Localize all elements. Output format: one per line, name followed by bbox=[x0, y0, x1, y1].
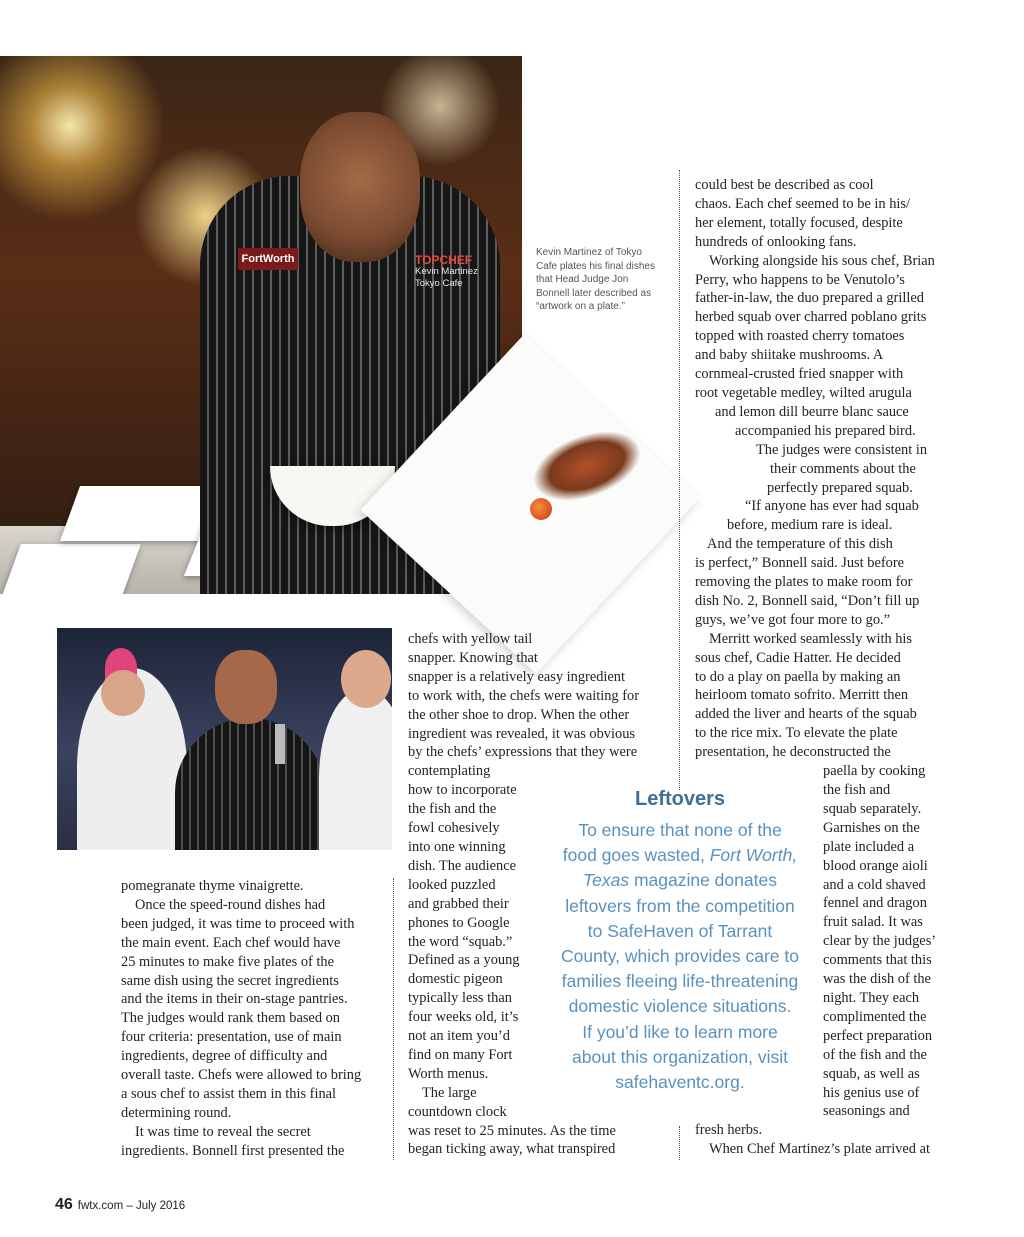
plate bbox=[0, 544, 141, 594]
text-line: Worth menus. bbox=[408, 1065, 489, 1082]
microphone bbox=[275, 724, 285, 764]
shirt-logo: FortWorth bbox=[238, 248, 298, 270]
text-line: overall taste. Chefs were allowed to bring bbox=[121, 1067, 362, 1084]
text-line: Merritt worked seamlessly with his bbox=[709, 630, 913, 647]
article-column-1 bbox=[121, 877, 386, 1161]
text-line: domestic pigeon bbox=[408, 971, 503, 988]
shirt-brand: TOPCHEF bbox=[415, 253, 473, 267]
text-line: not an item you’d bbox=[408, 1028, 510, 1045]
text-line: Defined as a young bbox=[408, 952, 520, 969]
text-line: and lemon dill beurre blanc sauce bbox=[715, 403, 909, 420]
text-line: could best be described as cool bbox=[695, 177, 874, 193]
text-line: ingredient was revealed, it was obvious bbox=[408, 725, 635, 742]
text-line: paella by cooking bbox=[823, 763, 926, 780]
shirt-name: Kevin Martinez bbox=[415, 266, 478, 277]
sidebar-link[interactable]: safehaventc.org. bbox=[615, 1072, 745, 1093]
text-line: cornmeal-crusted fried snapper with bbox=[695, 366, 904, 383]
sidebar-line: families fleeing life-threatening bbox=[561, 971, 799, 992]
text-line: the fish and the bbox=[408, 801, 497, 818]
text-line: accompanied his prepared bird. bbox=[735, 422, 916, 439]
text-line: root vegetable medley, wilted arugula bbox=[695, 384, 912, 401]
column-rule bbox=[679, 1126, 680, 1160]
text-line: topped with roasted cherry tomatoes bbox=[695, 328, 905, 345]
text-line: looked puzzled bbox=[408, 876, 496, 893]
text-line: squab separately. bbox=[823, 800, 922, 817]
sidebar-line: domestic violence situations. bbox=[568, 996, 792, 1017]
text-line: four criteria: presentation, use of main bbox=[121, 1029, 342, 1046]
text-line: The large bbox=[422, 1084, 477, 1101]
text-line: was reset to 25 minutes. As the time bbox=[408, 1122, 616, 1139]
text-line: and the items in their on-stage pantries. bbox=[121, 991, 348, 1008]
text-line: before, medium rare is ideal. bbox=[727, 517, 893, 534]
text-line: blood orange aioli bbox=[823, 857, 928, 874]
text-line: plate included a bbox=[823, 838, 915, 855]
text-line: removing the plates to make room for bbox=[695, 574, 913, 591]
text-line: Working alongside his sous chef, Brian bbox=[709, 252, 935, 269]
text-line: and baby shiitake mushrooms. A bbox=[695, 347, 884, 364]
text-line: the main event. Each chef would have bbox=[121, 934, 341, 951]
text-line: fennel and dragon bbox=[823, 895, 927, 912]
text-line: The judges would rank them based on bbox=[121, 1010, 341, 1027]
magazine-name: Texas bbox=[583, 870, 630, 891]
text-line: It was time to reveal the secret bbox=[135, 1123, 311, 1140]
text-line: heirloom tomato sofrito. Merritt then bbox=[695, 687, 909, 704]
sidebar-title: Leftovers bbox=[634, 788, 726, 810]
text-line: is perfect,” Bonnell said. Just before bbox=[695, 555, 905, 572]
page-footer bbox=[55, 1196, 185, 1214]
face-right bbox=[341, 650, 391, 708]
magazine-name: Fort Worth, bbox=[709, 845, 798, 866]
sidebar-text: food goes wasted, bbox=[562, 845, 710, 866]
text-line: And the temperature of this dish bbox=[707, 536, 893, 553]
text-line: herbed squab over charred poblano grits bbox=[695, 309, 927, 326]
text-line: Perry, who happens to be Venutolo’s bbox=[695, 271, 905, 288]
text-line: ingredients. Bonnell first presented the bbox=[121, 1142, 345, 1159]
text-line: comments that this bbox=[823, 952, 932, 969]
sidebar-line: County, which provides care to bbox=[561, 946, 799, 967]
text-line: ingredients, degree of difficulty and bbox=[121, 1048, 328, 1065]
text-line: her element, totally focused, despite bbox=[695, 214, 903, 231]
text-line: clear by the judges’ bbox=[823, 933, 937, 950]
text-line: to work with, the chefs were waiting for bbox=[408, 687, 639, 704]
text-line: complimented the bbox=[823, 1008, 927, 1025]
text-line: was the dish of the bbox=[823, 971, 931, 988]
text-line: snapper. Knowing that bbox=[408, 649, 538, 666]
sidebar-line: leftovers from the competition bbox=[565, 895, 795, 916]
face-center bbox=[215, 650, 277, 724]
text-line: determining round. bbox=[121, 1104, 232, 1121]
sidebar-line: to SafeHaven of Tarrant bbox=[587, 920, 773, 941]
text-line: began ticking away, what transpired bbox=[408, 1141, 616, 1158]
text-line: fruit salad. It was bbox=[823, 914, 923, 931]
photo-caption: Kevin Martinez of Tokyo Cafe plates his final dishes that Head Judge Jon Bonnell later described as “artwork on a plate.” bbox=[536, 247, 655, 312]
text-line: The judges were consistent in bbox=[756, 441, 928, 458]
text-line: by the chefs’ expressions that they were bbox=[408, 744, 638, 761]
text-line: typically less than bbox=[408, 990, 512, 1007]
chef-head bbox=[300, 112, 420, 262]
text-line: Garnishes on the bbox=[823, 819, 920, 836]
column-rule bbox=[393, 878, 394, 1160]
text-line: added the liver and hearts of the squab bbox=[695, 706, 917, 723]
text-line: the fish and bbox=[823, 782, 891, 798]
text-line: the other shoe to drop. When the other bbox=[408, 706, 630, 723]
sidebar-line: To ensure that none of the bbox=[578, 820, 782, 840]
text-line: snapper is a relatively easy ingredient bbox=[408, 668, 625, 685]
text-line: a sous chef to assist them in this final bbox=[121, 1085, 337, 1102]
shirt-embroidery bbox=[415, 254, 495, 290]
chef-apron-center bbox=[175, 718, 325, 850]
text-line: to the rice mix. To elevate the plate bbox=[695, 725, 898, 742]
text-line: find on many Fort bbox=[408, 1046, 513, 1063]
text-line: to do a play on paella by making an bbox=[695, 668, 901, 685]
text-line: fresh herbs. bbox=[695, 1122, 763, 1139]
text-line: his genius use of bbox=[823, 1084, 920, 1101]
sidebar-body bbox=[552, 818, 808, 1095]
site-date: fwtx.com – July 2016 bbox=[77, 1200, 186, 1212]
text-line: pomegranate thyme vinaigrette. bbox=[121, 878, 304, 894]
sidebar-line bbox=[552, 843, 808, 868]
text-line: dish No. 2, Bonnell said, “Don’t fill up bbox=[695, 592, 920, 609]
text-line: and a cold shaved bbox=[823, 876, 926, 893]
sidebar-line: about this organization, visit bbox=[572, 1046, 788, 1067]
text-line: phones to Google bbox=[408, 914, 510, 931]
sidebar-line: If you’d like to learn more bbox=[582, 1021, 778, 1042]
text-line: same dish using the secret ingredients bbox=[121, 972, 339, 989]
text-line: into one winning bbox=[408, 838, 506, 855]
text-line: 25 minutes to make five plates of the bbox=[121, 953, 335, 970]
chef-whites-right bbox=[319, 688, 392, 850]
text-line: squab, as well as bbox=[823, 1065, 920, 1082]
text-line: When Chef Martinez’s plate arrived at bbox=[709, 1141, 930, 1158]
text-line: dish. The audience bbox=[408, 857, 517, 874]
text-line: perfect preparation bbox=[823, 1027, 933, 1044]
text-line: how to incorporate bbox=[408, 782, 517, 799]
text-line: chefs with yellow tail bbox=[408, 631, 533, 647]
cherry-tomato bbox=[530, 498, 552, 520]
text-line: sous chef, Cadie Hatter. He decided bbox=[695, 649, 901, 666]
text-line: four weeks old, it’s bbox=[408, 1009, 519, 1026]
column-rule bbox=[679, 170, 680, 790]
text-line: been judged, it was time to proceed with bbox=[121, 915, 355, 932]
text-line: seasonings and bbox=[823, 1103, 910, 1120]
text-line: the word “squab.” bbox=[408, 933, 513, 950]
page-number: 46 bbox=[55, 1196, 73, 1213]
text-line: Once the speed-round dishes had bbox=[135, 896, 326, 913]
text-line: perfectly prepared squab. bbox=[767, 479, 913, 496]
text-line: presentation, he deconstructed the bbox=[695, 744, 891, 761]
text-line: and grabbed their bbox=[408, 895, 509, 912]
text-line: “If anyone has ever had squab bbox=[745, 498, 919, 515]
chefs-stage-photo bbox=[57, 628, 392, 850]
text-line: father-in-law, the duo prepared a grilled bbox=[695, 290, 924, 307]
face-left bbox=[101, 670, 145, 716]
text-line: hundreds of onlooking fans. bbox=[695, 233, 857, 250]
text-line: their comments about the bbox=[770, 460, 916, 477]
text-line: fowl cohesively bbox=[408, 820, 500, 837]
text-line: night. They each bbox=[823, 989, 920, 1006]
sidebar-line bbox=[552, 868, 808, 893]
text-line: contemplating bbox=[408, 763, 491, 780]
text-line: countdown clock bbox=[408, 1103, 507, 1120]
text-line: of the fish and the bbox=[823, 1046, 927, 1063]
text-line: guys, we’ve got four more to go.” bbox=[695, 611, 891, 628]
sidebar-text: magazine donates bbox=[629, 870, 777, 891]
shirt-restaurant: Tokyo Cafe bbox=[415, 278, 463, 289]
text-line: chaos. Each chef seemed to be in his/ bbox=[695, 195, 910, 212]
